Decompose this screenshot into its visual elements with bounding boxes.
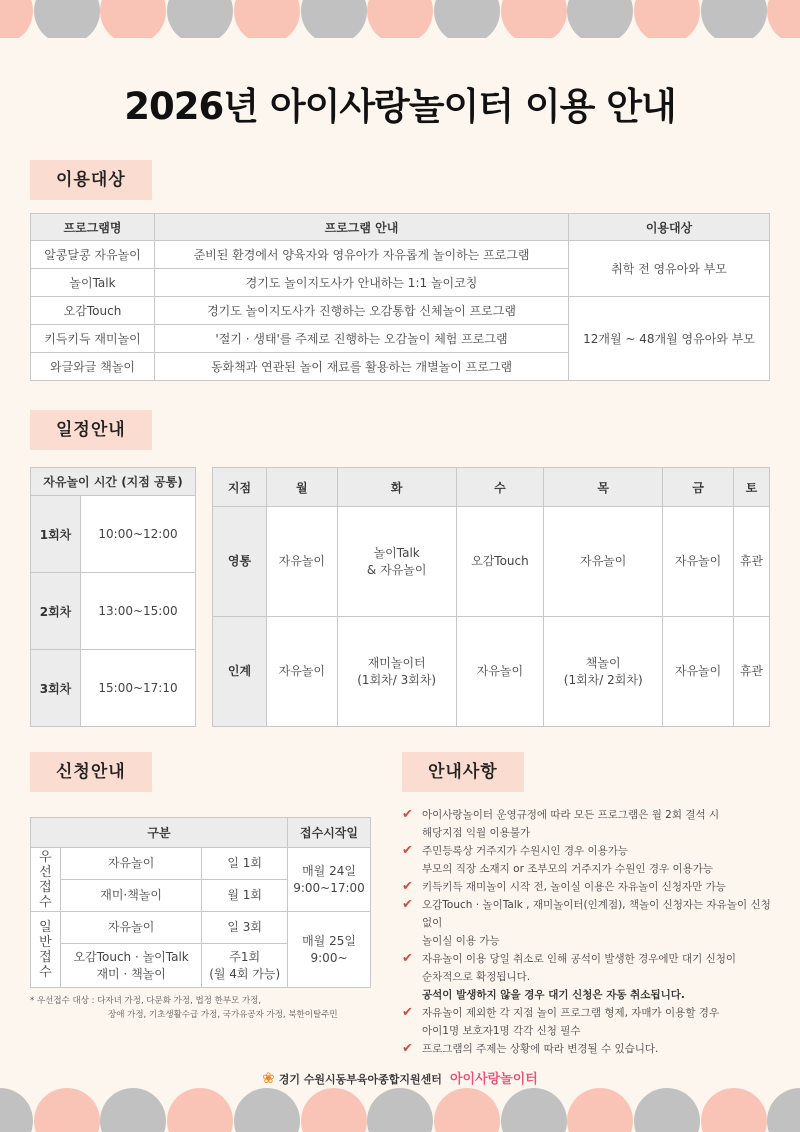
program-name: 오감Touch <box>31 297 155 325</box>
start-day: 매월 24일 <box>302 863 356 878</box>
program-limit: 일 3회 <box>202 912 288 944</box>
column-header: 자유놀이 시간 (지점 공통) <box>31 468 196 496</box>
notice-list <box>402 806 780 1058</box>
label-char: 우 <box>39 849 52 865</box>
decorative-circle <box>301 1088 367 1132</box>
notice-item <box>402 950 780 1004</box>
table-header-row <box>31 214 770 241</box>
program-target: 취학 전 영유아와 부모 <box>569 241 770 297</box>
program-name: 자유놀이 <box>60 848 201 880</box>
notice-item <box>402 842 780 878</box>
schedule-line: & 자유놀이 <box>366 562 427 577</box>
column-header: 구분 <box>31 818 288 848</box>
session-time: 13:00~15:00 <box>81 573 196 650</box>
program-desc: 준비된 환경에서 양육자와 영유아가 자유롭게 놀이하는 프로그램 <box>155 241 569 269</box>
session-label: 1회차 <box>31 496 81 573</box>
notice-line: 오감Touch · 놀이Talk , 재미놀이터(인계점), 책놀이 신청자는 자유놀이 신청 없이 <box>422 899 771 929</box>
column-header: 프로그램명 <box>31 214 155 241</box>
table-row <box>213 617 770 727</box>
schedule-cell: 자유놀이 <box>544 507 663 617</box>
table-header-row <box>213 468 770 507</box>
program-name: 자유놀이 <box>60 912 201 944</box>
schedule-cell: 자유놀이 <box>456 617 543 727</box>
program-limit-line: (월 4회 가능) <box>209 966 281 981</box>
notice-line: 자유놀이 제외한 각 지점 놀이 프로그램 형제, 자매가 이용할 경우 <box>422 1007 720 1019</box>
table-row <box>31 496 196 573</box>
table-header-row <box>31 818 371 848</box>
footer-brand: 아이사랑놀이터 <box>449 1072 538 1087</box>
branch-name: 인계 <box>213 617 267 727</box>
decorative-circle <box>234 0 300 38</box>
target-table <box>30 213 770 381</box>
label-char: 일 <box>39 919 52 935</box>
notice-item <box>402 878 780 896</box>
section-tag-schedule: 일정안내 <box>30 410 152 450</box>
schedule-cell: 오감Touch <box>456 507 543 617</box>
label-char: 수 <box>39 894 52 910</box>
schedule-line: 재미놀이터 <box>367 655 426 670</box>
program-limit <box>202 944 288 988</box>
decorative-circle <box>501 1088 567 1132</box>
footnote-line: 장애 가정, 기초생활수급 가정, 국가유공자 가정, 북한이탈주민 <box>108 1010 338 1020</box>
notice-line: 주민등록상 거주지가 수원시인 경우 이용가능 <box>422 845 629 857</box>
decorative-circle <box>100 1088 166 1132</box>
decorative-circle <box>634 1088 700 1132</box>
decorative-circle <box>701 1088 767 1132</box>
decorative-circle <box>167 0 233 38</box>
program-name: 놀이Talk <box>31 269 155 297</box>
table-row <box>31 650 196 727</box>
column-header: 목 <box>544 468 663 507</box>
notice-line: 놀이실 이용 가능 <box>422 935 500 947</box>
decorative-circle <box>100 0 166 38</box>
program-limit: 일 1회 <box>202 848 288 880</box>
start-time: 9:00~ <box>310 950 348 965</box>
program-limit: 월 1회 <box>202 880 288 912</box>
table-header-row <box>31 468 196 496</box>
column-header: 이용대상 <box>569 214 770 241</box>
section-tag-apply: 신청안내 <box>30 752 152 792</box>
column-header: 금 <box>663 468 734 507</box>
label-char: 수 <box>39 964 52 980</box>
notice-line: 부모의 직장 소재지 or 조부모의 거주지가 수원인 경우 이용가능 <box>422 863 714 875</box>
label-char: 반 <box>39 934 52 950</box>
section-tag-notice: 안내사항 <box>402 752 524 792</box>
session-time: 10:00~12:00 <box>81 496 196 573</box>
notice-line: 자유놀이 이용 당일 취소로 인해 공석이 발생한 경우에만 대기 신청이 <box>422 953 737 965</box>
column-header: 접수시작일 <box>288 818 371 848</box>
schedule-line: (1회차/ 2회차) <box>563 672 643 687</box>
schedule-cell <box>544 617 663 727</box>
start-date <box>288 848 371 912</box>
priority-footnote <box>30 994 390 1022</box>
notice-line: 순차적으로 확정됩니다. <box>422 971 531 983</box>
notice-item <box>402 1040 780 1058</box>
decorative-circle <box>234 1088 300 1132</box>
free-play-time-table <box>30 467 196 727</box>
notice-item <box>402 896 780 950</box>
section-tag-target: 이용대상 <box>30 160 152 200</box>
check-icon: ✔ <box>402 879 413 894</box>
decorative-circle <box>34 1088 100 1132</box>
schedule-cell: 자유놀이 <box>267 507 338 617</box>
program-desc: 경기도 놀이지도사가 안내하는 1:1 놀이코칭 <box>155 269 569 297</box>
program-name: 와글와글 책놀이 <box>31 353 155 381</box>
start-date <box>288 912 371 988</box>
program-name <box>60 944 201 988</box>
schedule-cell: 휴관 <box>733 617 769 727</box>
program-desc: '절기 · 생태'를 주제로 진행하는 오감놀이 체험 프로그램 <box>155 325 569 353</box>
decorative-circle <box>434 1088 500 1132</box>
decorative-circle <box>567 0 633 38</box>
schedule-cell: 자유놀이 <box>267 617 338 727</box>
schedule-cell: 휴관 <box>733 507 769 617</box>
label-char: 접 <box>39 949 52 965</box>
column-header: 프로그램 안내 <box>155 214 569 241</box>
program-limit-line: 주1회 <box>229 949 261 964</box>
check-icon: ✔ <box>402 951 413 966</box>
decorative-circle <box>367 0 433 38</box>
footnote-line: * 우선접수 대상 : 다자녀 가정, 다문화 가정, 법정 한부모 가정, <box>30 996 262 1006</box>
session-time: 15:00~17:10 <box>81 650 196 727</box>
schedule-cell: 자유놀이 <box>663 507 734 617</box>
priority-label <box>31 848 61 912</box>
general-label <box>31 912 61 988</box>
program-target: 12개월 ~ 48개월 영유아와 부모 <box>569 297 770 381</box>
application-table <box>30 817 371 988</box>
page-title: 2026년 아이사랑놀이터 이용 안내 <box>124 85 676 128</box>
table-row <box>31 573 196 650</box>
decorative-circle <box>167 1088 233 1132</box>
center-logo-icon: ❀ <box>262 1069 275 1087</box>
notice-item <box>402 1004 780 1040</box>
notice-item <box>402 806 780 842</box>
check-icon: ✔ <box>402 1041 413 1056</box>
label-char: 선 <box>39 864 52 880</box>
column-header: 토 <box>733 468 769 507</box>
schedule-cell: 자유놀이 <box>663 617 734 727</box>
schedule-line: 놀이Talk <box>373 545 420 560</box>
column-header: 수 <box>456 468 543 507</box>
check-icon: ✔ <box>402 807 413 822</box>
program-desc: 동화책과 연관된 놀이 재료를 활용하는 개별놀이 프로그램 <box>155 353 569 381</box>
table-row <box>31 297 770 325</box>
schedule-cell <box>337 507 456 617</box>
check-icon: ✔ <box>402 843 413 858</box>
notice-line: 프로그램의 주제는 상황에 따라 변경될 수 있습니다. <box>422 1043 659 1055</box>
decorative-circle <box>367 1088 433 1132</box>
footer-org: 경기 수원시동부육아종합지원센터 <box>278 1073 442 1086</box>
decorative-circle <box>767 1088 800 1132</box>
notice-line: 아이사랑놀이터 운영규정에 따라 모든 프로그램은 월 2회 결석 시 <box>422 809 720 821</box>
branch-name: 영통 <box>213 507 267 617</box>
table-row <box>213 507 770 617</box>
schedule-line: 책놀이 <box>585 655 621 670</box>
weekly-schedule-table <box>212 467 770 727</box>
decorative-circle <box>767 0 800 38</box>
program-name: 재미·책놀이 <box>60 880 201 912</box>
decorative-circle <box>501 0 567 38</box>
table-row <box>31 848 371 880</box>
table-row <box>31 912 371 944</box>
session-label: 2회차 <box>31 573 81 650</box>
notice-emphasis: 공석이 발생하지 않을 경우 대기 신청은 자동 취소됩니다. <box>422 989 685 1001</box>
check-icon: ✔ <box>402 1005 413 1020</box>
check-icon: ✔ <box>402 897 413 912</box>
program-name: 키득키득 재미놀이 <box>31 325 155 353</box>
program-desc: 경기도 놀이지도사가 진행하는 오감통합 신체놀이 프로그램 <box>155 297 569 325</box>
decorative-circle <box>0 0 33 38</box>
decorative-circle <box>634 0 700 38</box>
column-header: 월 <box>267 468 338 507</box>
bottom-decoration <box>0 1088 800 1132</box>
schedule-line: (1회차/ 3회차) <box>357 672 437 687</box>
schedule-cell <box>337 617 456 727</box>
program-name-line: 오감Touch · 놀이Talk <box>73 949 189 964</box>
top-decoration <box>0 0 800 38</box>
table-row <box>31 241 770 269</box>
program-name-line: 재미 · 책놀이 <box>96 966 166 981</box>
session-label: 3회차 <box>31 650 81 727</box>
decorative-circle <box>34 0 100 38</box>
start-day: 매월 25일 <box>302 933 356 948</box>
notice-line: 키득키득 재미놀이 시작 전, 놀이실 이용은 자유놀이 신청자만 가능 <box>422 881 726 893</box>
start-time: 9:00~17:00 <box>293 880 365 895</box>
decorative-circle <box>301 0 367 38</box>
decorative-circle <box>434 0 500 38</box>
column-header: 지점 <box>213 468 267 507</box>
decorative-circle <box>701 0 767 38</box>
program-name: 알콩달콩 자유놀이 <box>31 241 155 269</box>
footer <box>0 1068 800 1087</box>
decorative-circle <box>0 1088 33 1132</box>
decorative-circle <box>567 1088 633 1132</box>
notice-line: 해당지점 익월 이용불가 <box>422 827 531 839</box>
column-header: 화 <box>337 468 456 507</box>
notice-line: 아이1명 보호자1명 각각 신청 필수 <box>422 1025 581 1037</box>
label-char: 접 <box>39 879 52 895</box>
